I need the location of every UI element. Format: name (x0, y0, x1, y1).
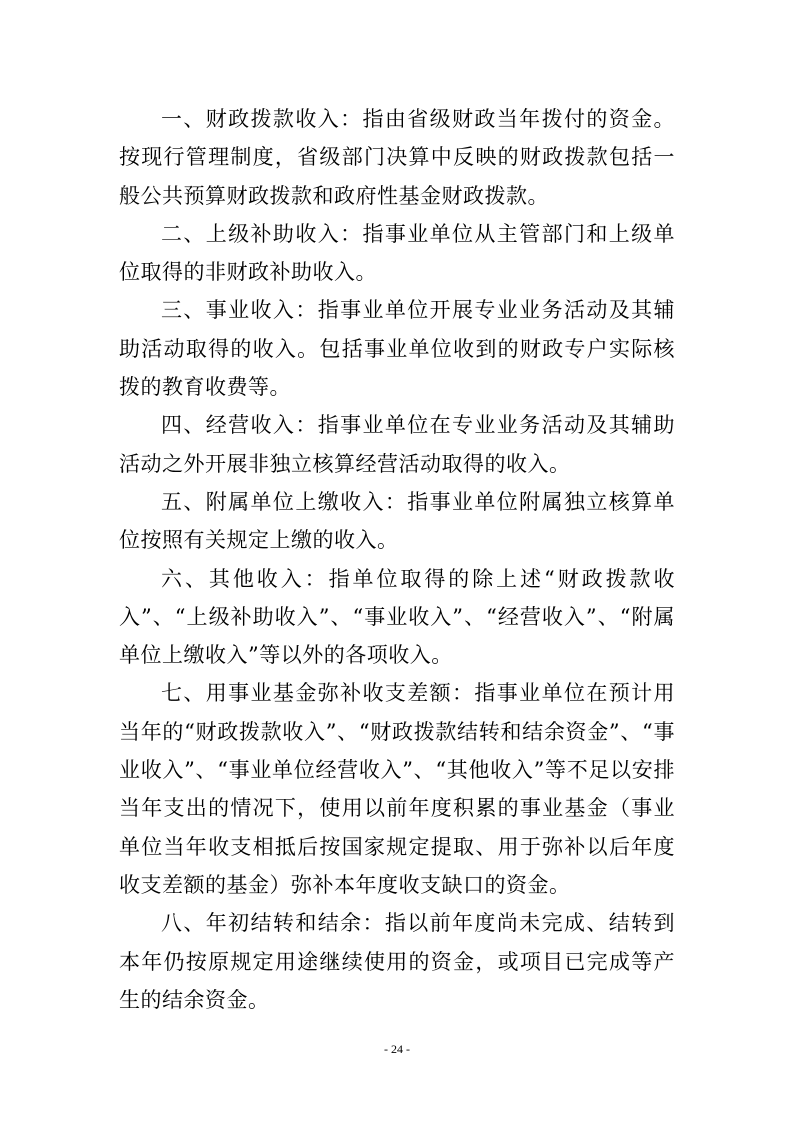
paragraph-operating-income: 四、经营收入：指事业单位在专业业务活动及其辅助活动之外开展非独立核算经营活动取得的收入。 (119, 413, 675, 476)
paragraph-superior-subsidy-income: 二、上级补助收入：指事业单位从主管部门和上级单位取得的非财政补助收入。 (119, 221, 675, 285)
paragraph-other-income: 六、其他收入：指单位取得的除上述“财政拨款收入”、“上级补助收入”、“事业收入”、“经营收入”、“附属单位上缴收入”等以外的各项收入。 (119, 566, 675, 668)
page-number: - 24 - (384, 1042, 410, 1056)
document-body (119, 100, 675, 1019)
paragraph-institution-fund-offset: 七、用事业基金弥补收支差额：指事业单位在预计用当年的“财政拨款收入”、“财政拨款结转和结余资金”、“事业收入”、“事业单位经营收入”、“其他收入”等不足以安排当年支出的情况下，使用以前年度积累的事业基金（事业单位当年收支相抵后按国家规定提取、用于弥补以后年度收支差额的基金）弥补本年度收支缺口的资金。 (119, 681, 675, 897)
paragraph-affiliated-unit-income: 五、附属单位上缴收入：指事业单位附属独立核算单位按照有关规定上缴的收入。 (119, 489, 675, 553)
paragraph-opening-carryover-balance: 八、年初结转和结余：指以前年度尚未完成、结转到本年仍按原规定用途继续使用的资金，或项目已完成等产生的结余资金。 (119, 911, 675, 1012)
paragraph-fiscal-appropriation-income: 一、财政拨款收入：指由省级财政当年拨付的资金。按现行管理制度，省级部门决算中反映的财政拨款包括一般公共预算财政拨款和政府性基金财政拨款。 (119, 107, 675, 208)
paragraph-institution-income: 三、事业收入：指事业单位开展专业业务活动及其辅助活动取得的收入。包括事业单位收到的财政专户实际核拨的教育收费等。 (119, 298, 675, 400)
